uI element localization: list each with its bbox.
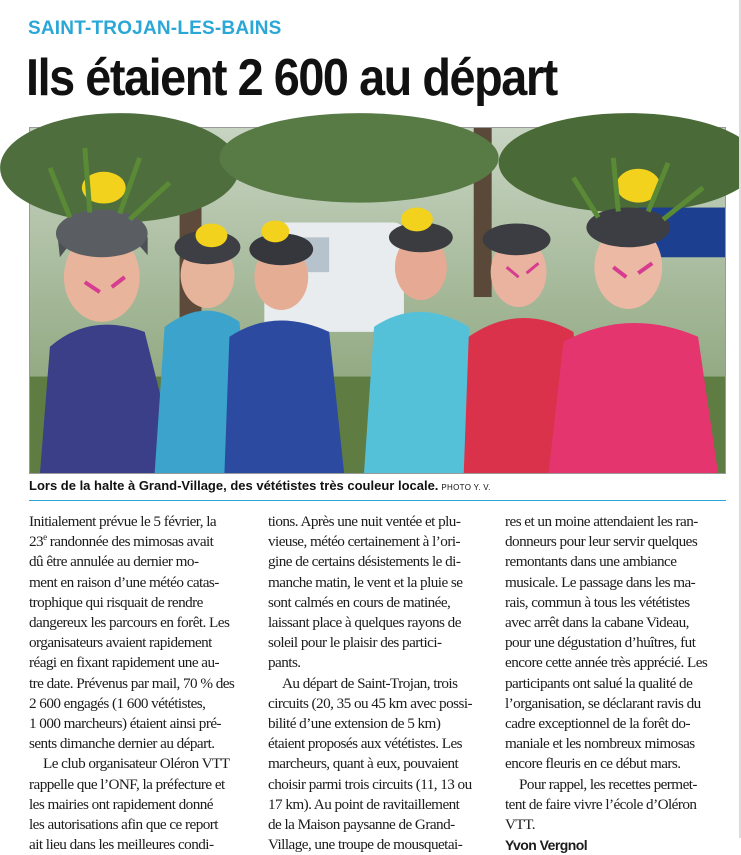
text-line: 2 600 engagés (1 600 vététistes, bbox=[29, 694, 206, 712]
text-line: trophique qui risquait de rendre bbox=[29, 593, 203, 611]
text-line: tent de faire vivre l’école d’Oléron bbox=[505, 795, 697, 813]
text-line: dû être annulée au dernier mo- bbox=[29, 553, 199, 571]
text-line: réagi en fixant rapidement une au- bbox=[29, 654, 220, 672]
text-line: dangereux les parcours en forêt. Les bbox=[29, 614, 230, 632]
text-line: musicale. Le passage dans les ma- bbox=[505, 573, 696, 591]
text-line: manche matin, le vent et la pluie se bbox=[268, 573, 463, 591]
section-kicker: SAINT-TROJAN-LES-BAINS bbox=[28, 18, 282, 39]
article-column-3 bbox=[505, 512, 725, 855]
text-line: vieuse, météo certainement à l’ori- bbox=[268, 533, 461, 551]
text-line: pour une dégustation d’huîtres, fut bbox=[505, 634, 696, 652]
text-line: les autorisations afin que ce report bbox=[29, 816, 218, 834]
text-line: 23e randonnée des mimosas avait bbox=[29, 532, 214, 551]
text-line: ment en raison d’une météo catas- bbox=[29, 573, 219, 591]
text-line: rappelle que l’ONF, la préfecture et bbox=[29, 775, 225, 793]
article-photo bbox=[29, 127, 726, 474]
photo-credit: PHOTO Y. V. bbox=[441, 483, 491, 492]
text-line: étaient proposés aux vététistes. Les bbox=[268, 735, 463, 753]
text-line: VTT. bbox=[505, 816, 535, 834]
text-line: soleil pour le plaisir des partici- bbox=[268, 634, 442, 652]
text-line: gine de certains désistements le di- bbox=[268, 553, 461, 571]
text-line: maniale et les nombreux mimosas bbox=[505, 735, 695, 753]
text-line: Initialement prévue le 5 février, la bbox=[29, 513, 217, 530]
text-line: de la Maison paysanne de Grand- bbox=[268, 816, 455, 834]
headline: Ils étaient 2 600 au départ bbox=[26, 49, 557, 107]
text-line: Le club organisateur Oléron VTT bbox=[43, 755, 230, 773]
text-line: organisateurs avaient rapidement bbox=[29, 634, 212, 652]
text-line: les mairies ont rapidement donné bbox=[29, 795, 213, 813]
text-line: 1 000 marcheurs) étaient ainsi pré- bbox=[29, 715, 222, 733]
text-line: bilité d’une extension de 5 km) bbox=[268, 715, 441, 733]
caption-divider bbox=[29, 500, 726, 501]
text-line: Pour rappel, les recettes permet- bbox=[519, 775, 697, 793]
text-line: l’organisation, se déclarant ravis du bbox=[505, 694, 701, 712]
text-line: avec arrêt dans la cabane Videau, bbox=[505, 614, 689, 632]
photo-illustration bbox=[30, 128, 725, 473]
text-line: choisir parmi trois circuits (11, 13 ou bbox=[268, 775, 472, 793]
text-line: circuits (20, 35 ou 45 km avec possi- bbox=[268, 694, 473, 712]
photo-caption bbox=[29, 478, 729, 493]
text-line: participants ont salué la qualité de bbox=[505, 674, 693, 692]
text-line: rais, commun à tous les vététistes bbox=[505, 593, 690, 611]
article-column-2 bbox=[268, 512, 488, 855]
text-line: ait lieu dans les meilleures condi- bbox=[29, 836, 214, 854]
text-line: pants. bbox=[268, 654, 301, 672]
text-line: Au départ de Saint-Trojan, trois bbox=[282, 674, 458, 692]
text-line: encore fleuris en ce début mars. bbox=[505, 755, 681, 773]
text-line: sents dimanche dernier au départ. bbox=[29, 735, 215, 753]
text-line: Village, une troupe de mousquetai- bbox=[268, 836, 463, 854]
text-line: encore cette année très apprécié. Les bbox=[505, 654, 708, 672]
article-column-1 bbox=[29, 512, 249, 855]
text-line: res et un moine attendaient les ran- bbox=[505, 513, 698, 530]
text-line: laissant place à quelques rayons de bbox=[268, 614, 461, 632]
text-line: 17 km). Au point de ravitaillement bbox=[268, 795, 460, 813]
text-line: sont calmés en cours de matinée, bbox=[268, 593, 451, 611]
text-line: cadre exceptionnel de la forêt do- bbox=[505, 715, 690, 733]
text-line: remontants dans une ambiance bbox=[505, 553, 677, 571]
text-line: marcheurs, quant à eux, pouvaient bbox=[268, 755, 459, 773]
text-line: donneurs pour leur servir quelques bbox=[505, 533, 698, 551]
text-line: tions. Après une nuit ventée et plu- bbox=[268, 513, 461, 530]
caption-text: Lors de la halte à Grand-Village, des vététistes très couleur locale. bbox=[29, 478, 439, 493]
text-line: tre date. Prévenus par mail, 70 % des bbox=[29, 674, 235, 692]
author-signature: Yvon Vergnol bbox=[505, 837, 588, 854]
